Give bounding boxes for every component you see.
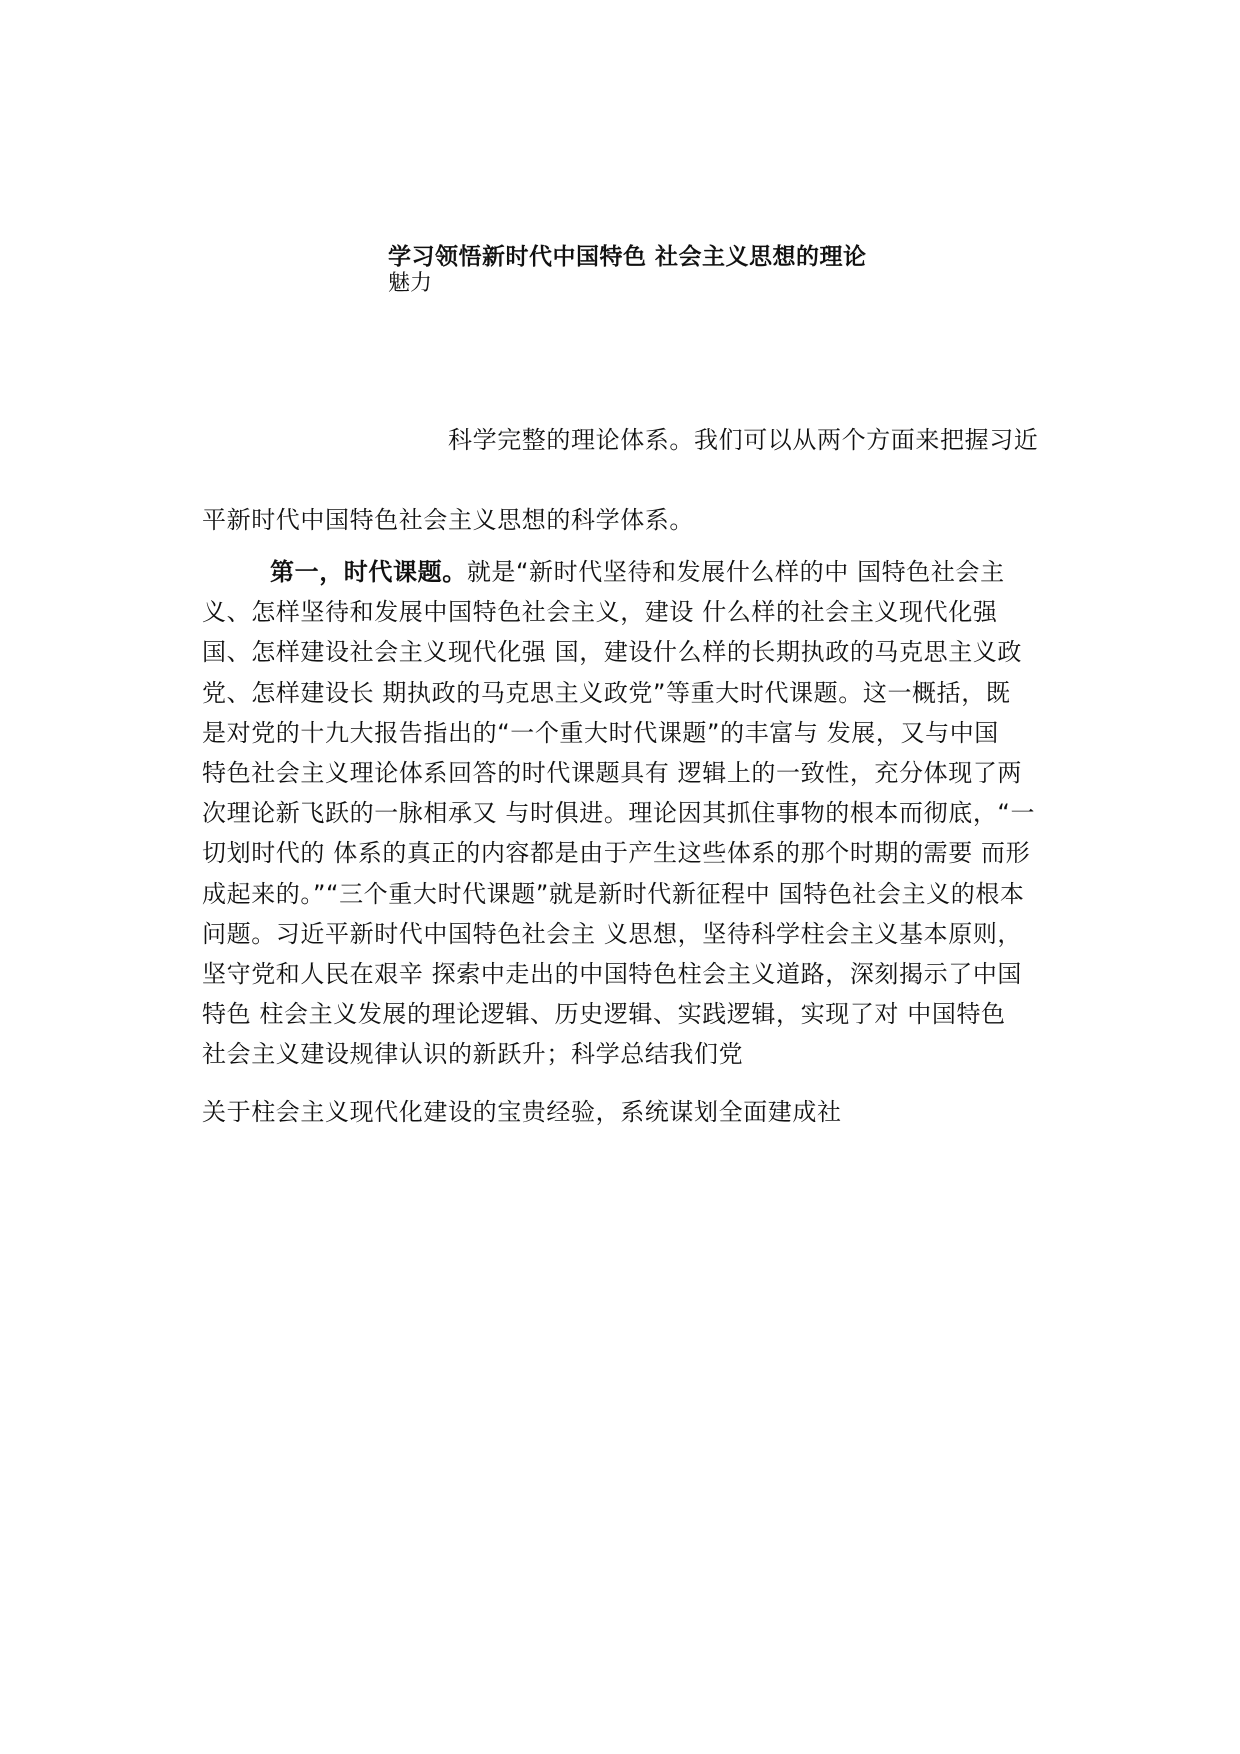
intro-line-2: 平新时代中国特色社会主义思想的科学体系。 [202,506,694,534]
paragraph-line: 次理论新飞跃的一脉相承又 与时俱进。理论因其抓住事物的根本而彻底，“一 [202,799,1036,828]
paragraph-line: 问题。习近平新时代中国特色社会主 义思想，坚待科学柱会主义基本原则， [202,919,1023,948]
paragraph-line [202,552,1082,592]
body-paragraph [202,552,1082,1075]
paragraph-line: 义、怎样坚待和发展中国特色社会主义，建设 什么样的社会主义现代化强 [202,598,998,627]
paragraph-line: 坚守党和人民在艰辛 探索中走出的中国特色柱会主义道路，深刻揭示了中国 [202,960,1023,989]
paragraph-line-text: 就是“新时代坚待和发展什么样的中 国特色社会主 [466,558,1005,586]
document-title: 学习领悟新时代中国特色 社会主义思想的理论 [388,244,867,270]
paragraph-line: 成起来的。”“三个重大时代课题”就是新时代新征程中 国特色社会主义的根本 [202,879,1025,908]
paragraph-line: 国、怎样建设社会主义现代化强 国，建设什么样的长期执政的马克思主义政 [202,638,1023,667]
paragraph-line: 特色社会主义理论体系回答的时代课题具有 逻辑上的一致性，充分体现了两 [202,759,1023,788]
paragraph-line: 党、怎样建设长 期执政的马克思主义政党”等重大时代课题。这一概括，既 [202,678,1011,707]
paragraph-line: 切划时代的 体系的真正的内容都是由于产生这些体系的那个时期的需要 而形 [202,839,1031,868]
paragraph-lead-heading: 第一，时代课题。 [270,558,467,586]
intro-line-1: 科学完整的理论体系。我们可以从两个方面来把握习近 [448,426,1039,454]
document-title-continuation: 魅力 [388,271,433,296]
tail-line: 关于柱会主义现代化建设的宝贵经验，系统谋划全面建成社 [202,1098,842,1126]
paragraph-line: 社会主义建设规律认识的新跃升；科学总结我们党 [202,1040,744,1069]
paragraph-line: 特色 柱会主义发展的理论逻辑、历史逻辑、实践逻辑，实现了对 中国特色 [202,1000,1006,1029]
paragraph-line: 是对党的十九大报告指出的“一个重大时代课题”的丰富与 发展，又与中国 [202,718,999,747]
